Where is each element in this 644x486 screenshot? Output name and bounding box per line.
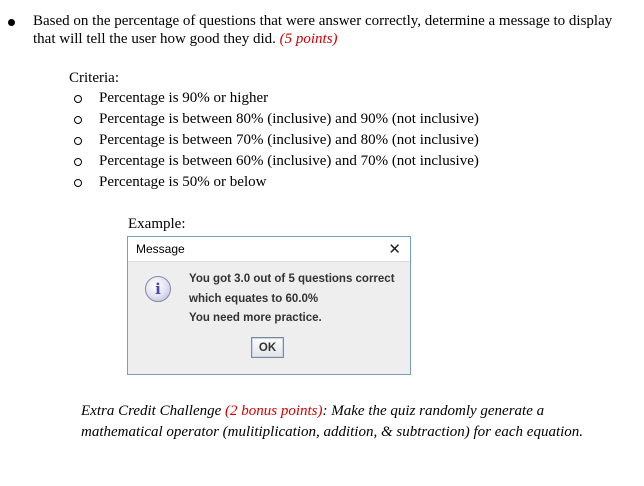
dialog-title-bar[interactable] <box>128 237 410 262</box>
ok-button[interactable]: OK <box>251 337 284 358</box>
criteria-list <box>74 88 479 193</box>
close-icon[interactable]: ✕ <box>388 241 401 258</box>
dialog-message-line: which equates to 60.0% <box>189 293 319 305</box>
info-icon: i <box>145 276 171 302</box>
criteria-item-text: Percentage is between 80% (inclusive) and 90% (not inclusive) <box>99 111 479 127</box>
criteria-item-text: Percentage is between 70% (inclusive) and 80% (not inclusive) <box>99 132 479 148</box>
criteria-title: Criteria: <box>69 70 119 86</box>
extra-credit-paragraph <box>81 401 621 443</box>
extra-credit-points: (2 bonus points) <box>225 403 323 419</box>
bullet-point <box>8 19 15 26</box>
dialog-message-line: You need more practice. <box>189 312 322 324</box>
criteria-item <box>74 88 479 109</box>
criteria-item <box>74 172 479 193</box>
criteria-item <box>74 109 479 130</box>
extra-credit-text: : Make the quiz randomly generate a mathematical operator (mulitiplication, addition, & subtraction) for each equation. <box>81 403 584 440</box>
intro-text: Based on the percentage of questions that were answer correctly, determine a message to display that will tell the user how good they did. <box>33 13 613 47</box>
dialog-message-line: You got 3.0 out of 5 questions correct <box>189 273 395 285</box>
message-dialog <box>127 236 411 375</box>
dialog-title: Message <box>136 242 185 256</box>
intro-points: (5 points) <box>279 31 338 47</box>
circle-bullet-icon <box>74 179 82 187</box>
extra-credit-prefix: Extra Credit Challenge <box>81 403 222 419</box>
intro-paragraph <box>33 12 623 48</box>
criteria-item-text: Percentage is 50% or below <box>99 174 267 190</box>
example-label: Example: <box>128 216 186 232</box>
circle-bullet-icon <box>74 158 82 166</box>
criteria-item <box>74 151 479 172</box>
criteria-item <box>74 130 479 151</box>
circle-bullet-icon <box>74 137 82 145</box>
criteria-item-text: Percentage is between 60% (inclusive) and 70% (not inclusive) <box>99 153 479 169</box>
circle-bullet-icon <box>74 95 82 103</box>
criteria-item-text: Percentage is 90% or higher <box>99 90 269 106</box>
circle-bullet-icon <box>74 116 82 124</box>
